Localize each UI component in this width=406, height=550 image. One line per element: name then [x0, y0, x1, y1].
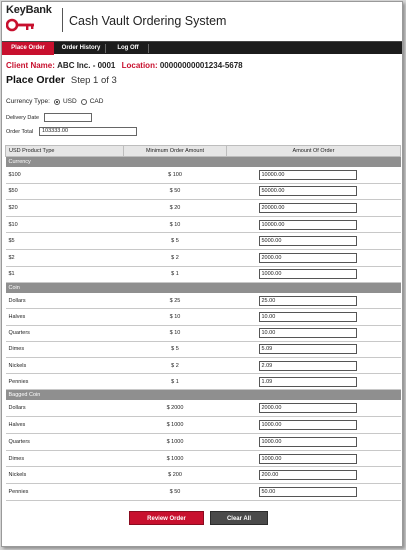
table-row — [6, 357, 401, 373]
column-header-minimum: Minimum Order Amount — [124, 146, 227, 157]
client-info — [6, 61, 247, 70]
product-cell: Pennies — [6, 484, 124, 501]
product-cell: $1 — [6, 266, 124, 283]
minimum-cell: $ 10 — [124, 309, 227, 325]
table-row — [6, 249, 401, 266]
currency-type-label: Currency Type: — [6, 98, 50, 105]
amount-input[interactable]: 50000.00 — [259, 186, 357, 196]
product-cell: $5 — [6, 233, 124, 250]
product-cell: Dollars — [6, 400, 124, 417]
order-total-label: Order Total — [6, 129, 34, 135]
location-value: 00000000001234-5678 — [159, 61, 243, 70]
section-header-currency — [6, 157, 401, 167]
header-divider — [62, 8, 63, 32]
product-cell: Halves — [6, 309, 124, 325]
cad-radio[interactable] — [81, 99, 87, 105]
table-row — [6, 325, 401, 341]
amount-input[interactable]: 10.00 — [259, 312, 357, 322]
amount-input[interactable]: 10000.00 — [259, 220, 357, 230]
product-cell: $50 — [6, 183, 124, 200]
column-header-amount: Amount Of Order — [227, 146, 401, 157]
tab-log-off[interactable]: Log Off — [117, 45, 139, 51]
product-cell: $20 — [6, 200, 124, 217]
minimum-cell: $ 25 — [124, 293, 227, 309]
logo-text: KeyBank — [6, 4, 52, 16]
amount-input[interactable]: 50.00 — [259, 487, 357, 497]
usd-label: USD — [62, 98, 77, 105]
table-row — [6, 293, 401, 309]
section-title: Currency — [6, 157, 401, 167]
table-row — [6, 341, 401, 357]
location-label: Location: — [121, 61, 158, 70]
amount-input[interactable]: 1.09 — [259, 377, 357, 387]
minimum-cell: $ 200 — [124, 467, 227, 484]
amount-input[interactable]: 1000.00 — [259, 269, 357, 279]
minimum-cell: $ 2 — [124, 249, 227, 266]
nav-separator — [148, 44, 149, 53]
minimum-cell: $ 1000 — [124, 450, 227, 467]
usd-radio[interactable] — [54, 99, 60, 105]
currency-type-selector — [6, 98, 103, 105]
client-name-label: Client Name: — [6, 61, 55, 70]
review-order-button[interactable]: Review Order — [129, 511, 204, 525]
column-header-product: USD Product Type — [6, 146, 124, 157]
minimum-cell: $ 5 — [124, 233, 227, 250]
table-row — [6, 450, 401, 467]
section-title: Coin — [6, 283, 401, 293]
minimum-cell: $ 100 — [124, 167, 227, 184]
order-total-field: 103333.00 — [39, 127, 137, 136]
nav-separator — [105, 44, 106, 53]
amount-input[interactable]: 1000.00 — [259, 437, 357, 447]
amount-input[interactable]: 20000.00 — [259, 203, 357, 213]
table-row — [6, 467, 401, 484]
product-cell: Dollars — [6, 293, 124, 309]
minimum-cell: $ 50 — [124, 484, 227, 501]
amount-input[interactable]: 25.00 — [259, 296, 357, 306]
delivery-date-field[interactable] — [44, 113, 92, 122]
product-cell: Dimes — [6, 341, 124, 357]
minimum-cell: $ 1 — [124, 374, 227, 390]
page-heading — [6, 74, 117, 86]
minimum-cell: $ 10 — [124, 325, 227, 341]
product-cell: Quarters — [6, 325, 124, 341]
amount-input[interactable]: 5000.00 — [259, 236, 357, 246]
page-title: Place Order — [6, 74, 65, 86]
table-row — [6, 433, 401, 450]
amount-input[interactable]: 2.09 — [259, 361, 357, 371]
table-row — [6, 167, 401, 184]
product-cell: $2 — [6, 249, 124, 266]
amount-input[interactable]: 5.09 — [259, 344, 357, 354]
delivery-date-label: Delivery Date — [6, 115, 40, 121]
product-cell: $10 — [6, 216, 124, 233]
client-name-value: ABC Inc. - 0001 — [57, 61, 116, 70]
order-table — [5, 145, 400, 501]
product-cell: Nickels — [6, 357, 124, 373]
section-header-bagged-coin — [6, 390, 401, 400]
product-cell: Dimes — [6, 450, 124, 467]
minimum-cell: $ 1000 — [124, 433, 227, 450]
table-row — [6, 374, 401, 390]
minimum-cell: $ 2000 — [124, 400, 227, 417]
product-cell: Quarters — [6, 433, 124, 450]
cad-label: CAD — [89, 98, 104, 105]
tab-place-order[interactable]: Place Order — [2, 42, 54, 55]
minimum-cell: $ 20 — [124, 200, 227, 217]
step-indicator: Step 1 of 3 — [70, 75, 117, 86]
table-header-row — [6, 146, 401, 157]
section-header-coin — [6, 283, 401, 293]
tab-order-history[interactable]: Order History — [61, 45, 101, 51]
table-row — [6, 216, 401, 233]
minimum-cell: $ 50 — [124, 183, 227, 200]
minimum-cell: $ 1 — [124, 266, 227, 283]
table-row — [6, 183, 401, 200]
amount-input[interactable]: 200.00 — [259, 470, 357, 480]
key-icon — [6, 18, 46, 32]
amount-input[interactable]: 1000.00 — [259, 420, 357, 430]
table-row — [6, 400, 401, 417]
app-window — [1, 1, 403, 547]
app-title: Cash Vault Ordering System — [69, 14, 227, 28]
table-row — [6, 200, 401, 217]
section-title: Bagged Coin — [6, 390, 401, 400]
minimum-cell: $ 2 — [124, 357, 227, 373]
table-row — [6, 484, 401, 501]
minimum-cell: $ 10 — [124, 216, 227, 233]
amount-input[interactable]: 2000.00 — [259, 403, 357, 413]
main-nav — [2, 41, 402, 54]
amount-input[interactable]: 10000.00 — [259, 170, 357, 180]
minimum-cell: $ 1000 — [124, 417, 227, 434]
table-row — [6, 233, 401, 250]
keybank-logo — [6, 4, 60, 36]
product-cell: Nickels — [6, 467, 124, 484]
clear-all-button[interactable]: Clear All — [210, 511, 268, 525]
amount-input[interactable]: 1000.00 — [259, 454, 357, 464]
table-row — [6, 417, 401, 434]
header — [2, 2, 402, 40]
minimum-cell: $ 5 — [124, 341, 227, 357]
table-row — [6, 266, 401, 283]
amount-input[interactable]: 2000.00 — [259, 253, 357, 263]
product-cell: Pennies — [6, 374, 124, 390]
amount-input[interactable]: 10.00 — [259, 328, 357, 338]
table-row — [6, 309, 401, 325]
product-cell: Halves — [6, 417, 124, 434]
product-cell: $100 — [6, 167, 124, 184]
